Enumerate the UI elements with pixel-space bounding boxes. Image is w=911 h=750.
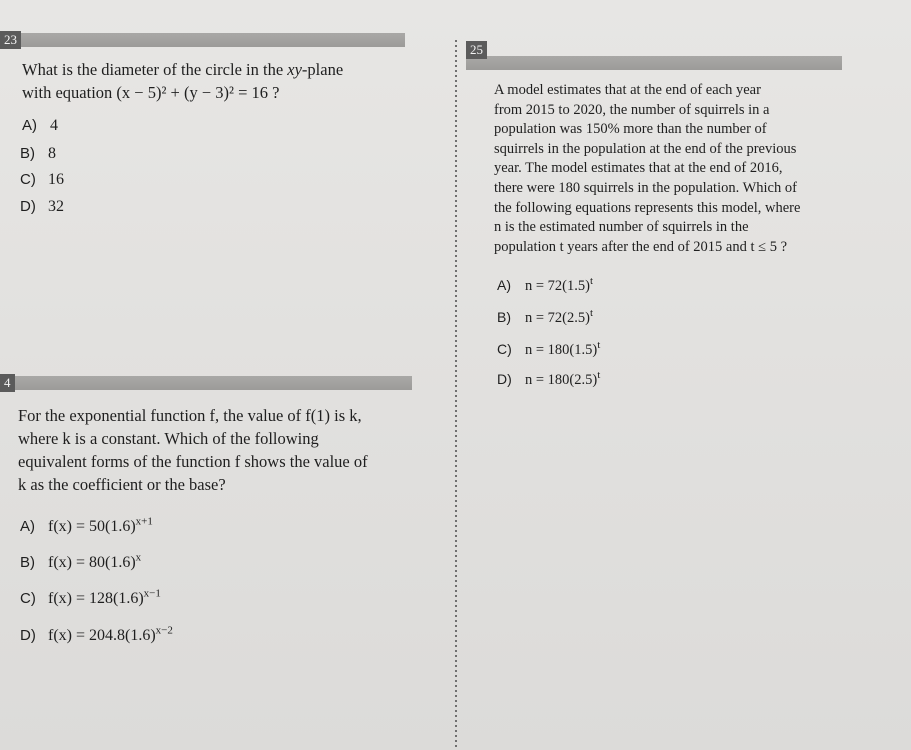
q25-stem-line: the following equations represents this model, where: [494, 199, 801, 216]
q23-stem-line2: with equation (x − 5)² + (y − 3)² = 16 ?: [22, 83, 280, 102]
q25-header-bar: [466, 56, 842, 70]
q23-header-bar: [0, 33, 405, 47]
q24-choice-d[interactable]: D) $f(x) = 204.8(1.6)^{x-2}$: [20, 624, 173, 644]
q23-choice-c[interactable]: C) 16: [20, 171, 64, 188]
q25-stem-line: n is the estimated number of squirrels in the: [494, 219, 749, 236]
q24-number: 4: [0, 374, 15, 392]
q25-choice-c[interactable]: C) $n = 180(1.5)^t$: [497, 339, 601, 358]
q24-choice-a[interactable]: A) $f(x) = 50(1.6)^{x+1}$: [20, 515, 153, 535]
q24-choice-b[interactable]: B) $f(x) = 80(1.6)^x$: [20, 551, 142, 571]
q25-stem-line: population t years after the end of 2015 and t ≤ 5 ?: [494, 238, 788, 255]
q24-stem-line: k as the coefficient or the base?: [18, 475, 226, 494]
q25-choice-d[interactable]: D) $n = 180(2.5)^t$: [497, 369, 601, 388]
q23-choice-a[interactable]: A) 4: [22, 117, 58, 134]
q25-stem-line: there were 180 squirrels in the population. Which of: [494, 179, 797, 196]
q23-stem: [22, 58, 442, 104]
q25-stem: [494, 81, 894, 257]
q24-stem: [18, 404, 448, 496]
q25-stem-line: year. The model estimates that at the end of 2016,: [494, 160, 783, 177]
q25-choice-b[interactable]: B) $n = 72(2.5)^t$: [497, 307, 594, 326]
q25-stem-line: squirrels in the population at the end of the previous: [494, 140, 797, 157]
q24-stem-line: For the exponential function f, the value of f(1) is k,: [18, 406, 362, 425]
q24-choice-c[interactable]: C) $f(x) = 128(1.6)^{x-1}$: [20, 587, 161, 607]
q25-number: 25: [466, 41, 487, 59]
q25-choice-a[interactable]: A) $n = 72(1.5)^t$: [497, 275, 594, 294]
q24-header-bar: [0, 376, 412, 390]
q23-stem-line1: What is the diameter of the circle in the xy-plane: [22, 60, 344, 79]
q25-stem-line: from 2015 to 2020, the number of squirrels in a: [494, 101, 770, 118]
q25-stem-line: A model estimates that at the end of each year: [494, 82, 761, 98]
q23-choice-d[interactable]: D) 32: [20, 198, 64, 215]
q24-stem-line: where k is a constant. Which of the following: [18, 429, 319, 448]
q23-number: 23: [0, 31, 21, 49]
q23-choice-b[interactable]: B) 8: [20, 145, 56, 162]
q24-stem-line: equivalent forms of the function f shows the value of: [18, 452, 368, 471]
column-divider: [455, 40, 457, 750]
q25-stem-line: population was 150% more than the number of: [494, 121, 767, 138]
